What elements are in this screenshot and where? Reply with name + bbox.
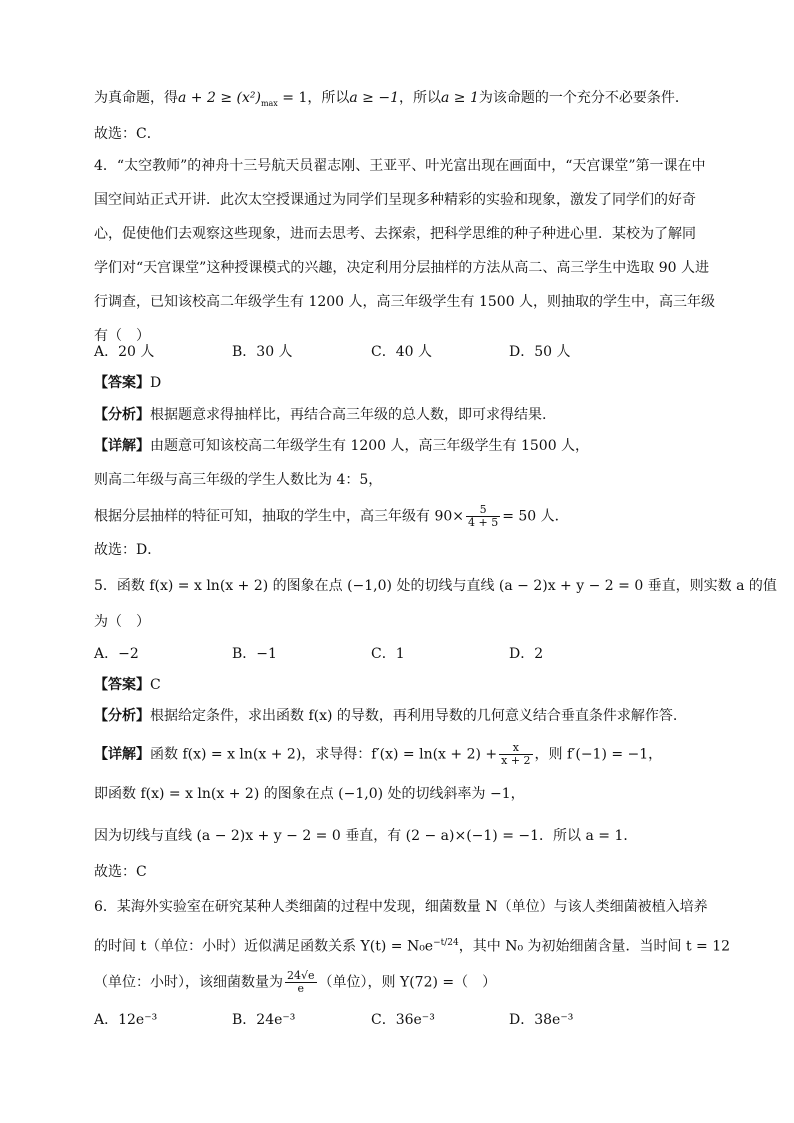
- q4-choose: 故选：D．: [94, 542, 162, 558]
- intro-text: ，所以: [399, 90, 441, 106]
- detail-text: 由题意可知该校高二年级学生有 1200 人，高三年级学生有 1500 人，: [150, 438, 590, 454]
- detail-text: 根据分层抽样的特征可知，抽取的学生中，高三年级有 90×: [94, 508, 464, 525]
- stem-text: （单位：小时），该细菌数量为: [94, 974, 283, 991]
- exponent: −t/24: [433, 938, 459, 948]
- fraction-numerator: 24√e: [287, 969, 315, 982]
- q4-option-b: B．30 人: [232, 344, 293, 360]
- fraction-denominator: e: [297, 982, 305, 995]
- q5-option-a: A．−2: [94, 646, 139, 662]
- fraction: [285, 970, 317, 995]
- intro-text: 为该命题的一个充分不必要条件．: [478, 90, 689, 106]
- q5-analysis: [94, 706, 714, 726]
- q4-detail-line: [94, 504, 714, 529]
- detail-label: 【详解】: [94, 438, 150, 454]
- q4-option-c: C．40 人: [371, 344, 432, 360]
- q5-option-c: C．1: [371, 646, 405, 662]
- answer-value: C: [150, 677, 161, 693]
- q4-analysis: [94, 405, 714, 425]
- detail-text: ，则 f′(−1) = −1，: [534, 746, 663, 763]
- q4-stem-line: 4．“太空教师”的神舟十三号航天员翟志刚、王亚平、叶光富出现在画面中，“天宫课堂”第一课在中: [94, 158, 706, 174]
- q6-option-d: D．38e⁻³: [509, 1012, 574, 1028]
- intro-math: a ≥ −1: [349, 90, 399, 106]
- q5-detail-line: 即函数 f(x) = x ln(x + 2) 的图象在点 (−1,0) 处的切线斜率为 −1，: [94, 786, 525, 802]
- detail-label: 【详解】: [94, 746, 150, 763]
- q6-stem-line: [94, 933, 731, 957]
- analysis-text: 根据题意求得抽样比，再结合高三年级的总人数，即可求得结果.: [150, 407, 547, 423]
- q5-detail-line: 因为切线与直线 (a − 2)x + y − 2 = 0 垂直，有 (2 − a)×(−1) = −1．所以 a = 1．: [94, 828, 638, 844]
- q4-detail: [94, 436, 714, 456]
- q5-stem-line: 为（ ）: [94, 614, 150, 630]
- q4-stem-line: 有（ ）: [94, 328, 150, 344]
- q6-option-a: A．12e⁻³: [94, 1012, 158, 1028]
- intro-sub: max: [260, 98, 278, 108]
- intro-choose: 故选：C．: [94, 126, 161, 142]
- q5-stem-line: 5．函数 f(x) = x ln(x + 2) 的图象在点 (−1,0) 处的切线与直线 (a − 2)x + y − 2 = 0 垂直，则实数 a 的值: [94, 578, 777, 594]
- analysis-label: 【分析】: [94, 407, 150, 423]
- analysis-text: 根据给定条件，求出函数 f(x) 的导数，再利用导数的几何意义结合垂直条件求解作答.: [150, 708, 678, 724]
- intro-math: a + 2 ≥ (x²): [178, 90, 261, 106]
- q4-option-d: D．50 人: [509, 344, 571, 360]
- analysis-label: 【分析】: [94, 708, 150, 724]
- stem-text: （单位），则 Y(72) =（ ）: [318, 974, 497, 991]
- q4-stem-line: 心，促使他们去观察这些现象，进而去思考、去探索，把科学思维的种子种进心里．某校为了解同: [94, 226, 696, 242]
- q4-stem-line: 学们对“天宫课堂”这种授课模式的兴趣，决定利用分层抽样的方法从高二、高三学生中选取 90 人进: [94, 260, 710, 276]
- q6-stem-line: 6．某海外实验室在研究某种人类细菌的过程中发现，细菌数量 N（单位）与该人类细菌被植入培养: [94, 899, 708, 915]
- q4-stem-line: 国空间站正式开讲．此次太空授课通过为同学们呈现多种精彩的实验和现象，激发了同学们的好奇: [94, 192, 696, 208]
- fraction: [466, 504, 500, 529]
- intro-text: 为真命题，得: [94, 90, 178, 106]
- q5-choose: 故选：C: [94, 864, 147, 880]
- q4-stem-line: 行调查，已知该校高二年级学生有 1200 人，高三年级学生有 1500 人，则抽取的学生中，高三年级: [94, 294, 716, 310]
- intro-math: a ≥ 1: [441, 90, 479, 106]
- q6-stem-line: [94, 970, 714, 995]
- fraction-numerator: x: [499, 742, 532, 755]
- fraction-numerator: 5: [466, 504, 500, 517]
- stem-text: 的时间 t（单位：小时）近似满足函数关系 Y(t) = N₀e: [94, 938, 434, 955]
- fraction-denominator: 4 + 5: [468, 516, 499, 529]
- q5-option-d: D．2: [509, 646, 544, 662]
- detail-text: = 50 人．: [502, 508, 569, 525]
- fraction: [499, 742, 532, 767]
- intro-line: [94, 88, 714, 114]
- q6-option-b: B．24e⁻³: [232, 1012, 296, 1028]
- q5-option-b: B．−1: [232, 646, 277, 662]
- detail-text: 函数 f(x) = x ln(x + 2)，求导得：f′(x) = ln(x + 2) +: [150, 746, 498, 763]
- q6-option-c: C．36e⁻³: [371, 1012, 435, 1028]
- answer-value: D: [150, 375, 162, 391]
- q4-answer: [94, 373, 714, 393]
- q5-detail: [94, 742, 714, 767]
- answer-label: 【答案】: [94, 375, 150, 391]
- fraction-denominator: x + 2: [501, 754, 531, 767]
- intro-text: = 1，所以: [277, 90, 350, 106]
- q4-option-a: A．20 人: [94, 344, 155, 360]
- answer-label: 【答案】: [94, 677, 150, 693]
- q4-detail-line: 则高二年级与高三年级的学生人数比为 4：5，: [94, 472, 383, 488]
- q5-answer: [94, 675, 714, 695]
- stem-text: ，其中 N₀ 为初始细菌含量．当时间 t = 12: [458, 938, 731, 955]
